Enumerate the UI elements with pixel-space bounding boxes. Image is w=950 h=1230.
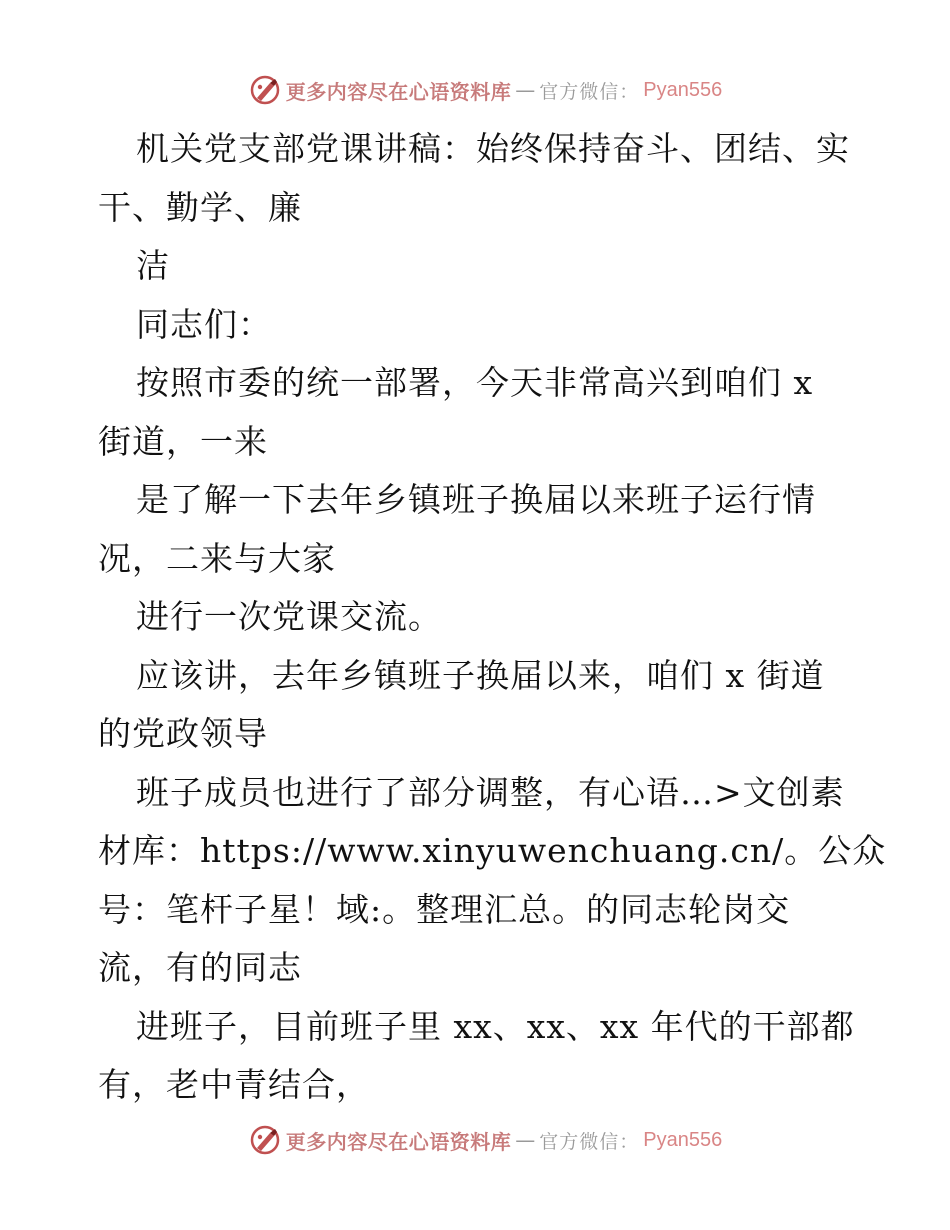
footer-wechat-id: Pyan556 (643, 1128, 723, 1151)
title-line-3: 洁 (136, 246, 170, 285)
salutation: 同志们： (136, 304, 272, 344)
paragraph-line: 进行一次党课交流。 (136, 597, 442, 636)
title-line-1: 机关党支部党课讲稿：始终保持奋斗、团结、实 (136, 129, 850, 168)
paragraph-line: 号：笔杆子星！域:。整理汇总。的同志轮岗交 (98, 889, 791, 929)
footer-banner (0, 1120, 950, 1160)
title-line-2: 干、勤学、廉 (98, 187, 302, 227)
footer-wechat-label: 官方微信： (539, 1130, 640, 1153)
header-banner-inner (248, 73, 722, 107)
paragraph-line: 应该讲，去年乡镇班子换届以来，咱们 x 街道 (136, 655, 825, 695)
pen-logo-icon (248, 1123, 282, 1157)
paragraph-line: 按照市委的统一部署，今天非常高兴到咱们 x (136, 363, 814, 402)
paragraph-line: 是了解一下去年乡镇班子换届以来班子运行情 (136, 480, 816, 519)
paragraph-line: 流，有的同志 (98, 948, 302, 987)
header-wechat-label: 官方微信： (539, 80, 640, 103)
header-banner-text: 更多内容尽在心语资料库 (285, 79, 512, 104)
footer-banner-dash: — (515, 1128, 536, 1152)
document-body (98, 120, 887, 1115)
footer-banner-text: 更多内容尽在心语资料库 (285, 1129, 512, 1154)
paragraph-line: 材库：https://www.xinyuwenchuang.cn/。公众 (98, 831, 887, 870)
footer-banner-inner (248, 1123, 722, 1157)
header-wechat-id: Pyan556 (643, 78, 723, 101)
paragraph-line: 的党政领导 (98, 714, 268, 753)
header-banner (0, 70, 950, 110)
pen-logo-icon (248, 73, 282, 107)
paragraph-line: 况，二来与大家 (98, 538, 336, 578)
paragraph-line: 进班子，目前班子里 xx、xx、xx 年代的干部都 (136, 1006, 855, 1046)
paragraph-line: 街道，一来 (98, 421, 268, 461)
header-banner-dash: — (515, 78, 536, 102)
paragraph-line: 班子成员也进行了部分调整，有心语…>文创素 (136, 772, 845, 812)
paragraph-line: 有，老中青结合， (98, 1065, 370, 1104)
